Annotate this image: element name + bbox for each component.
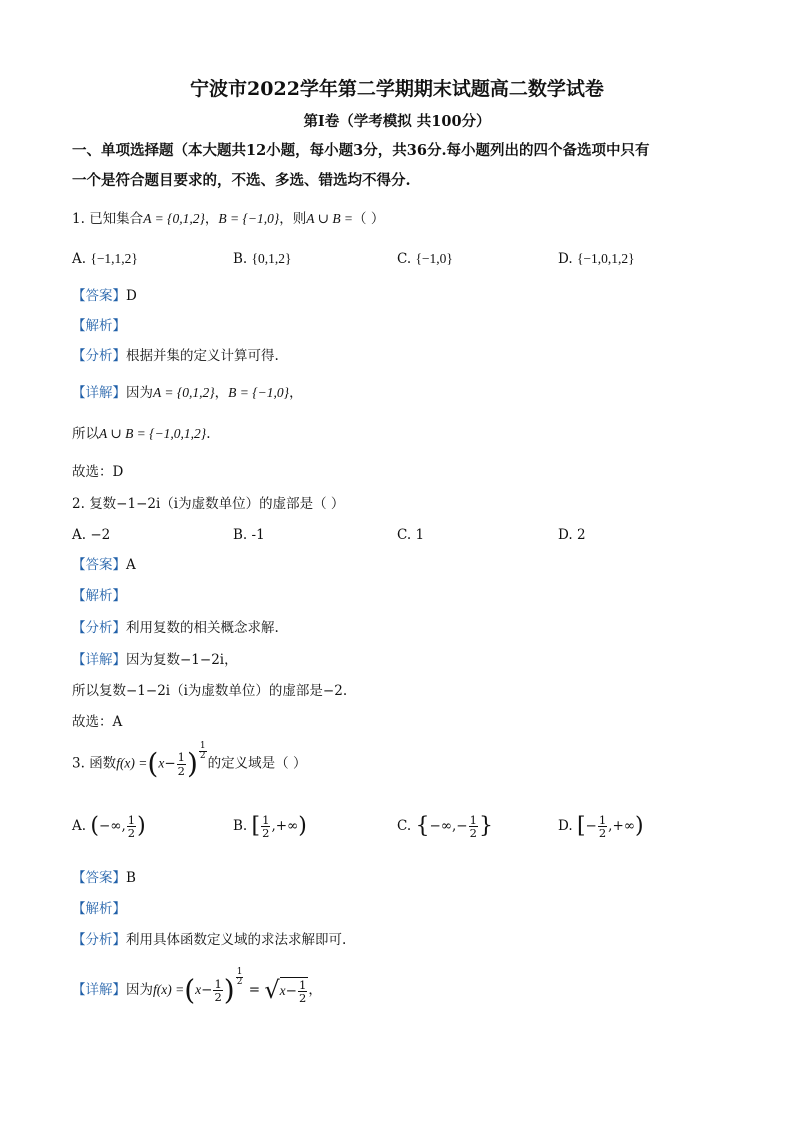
minus-sign: − <box>164 755 176 772</box>
detail-label: 【详解】 <box>72 652 126 668</box>
option-part: − <box>585 818 597 835</box>
option-value: 2 <box>576 527 586 543</box>
option-letter: B. <box>233 251 248 267</box>
q1-option-a <box>72 251 138 267</box>
option-value: {−1,0} <box>415 251 453 266</box>
fraction-half <box>598 814 607 839</box>
q2-number: 2. <box>72 496 85 512</box>
fraction-half <box>127 814 136 839</box>
q1-fenxi <box>72 348 279 364</box>
q3-stem-text2: 的定义域是（ ） <box>207 755 307 772</box>
analysis-label: 【解析】 <box>72 588 126 604</box>
left-paren: ( <box>184 973 196 1007</box>
numerator: 1 <box>469 813 477 827</box>
answer-label: 【答案】 <box>72 288 126 304</box>
fraction-half <box>177 751 186 776</box>
q3-stem <box>72 741 307 780</box>
q3-answer <box>72 870 136 886</box>
fenxi-label: 【分析】 <box>72 932 126 948</box>
left-bracket: [ <box>576 813 586 839</box>
detail-set-b: B = {−1,0} <box>228 385 290 400</box>
q2-fenxi <box>72 620 279 636</box>
fraction-half <box>469 814 478 839</box>
numerator: 1 <box>199 741 206 751</box>
detail-text: 因为 <box>126 385 153 401</box>
option-letter: D. <box>558 527 573 543</box>
numerator: 1 <box>214 976 222 991</box>
option-part: −∞,− <box>429 818 468 835</box>
denominator: 2 <box>214 989 222 1004</box>
option-value: -1 <box>251 527 265 543</box>
q2-answer <box>72 557 136 573</box>
right-bracket: ) <box>635 813 644 839</box>
option-part: ,+∞ <box>271 818 299 835</box>
q1-option-c <box>397 251 453 267</box>
q2-option-c <box>397 527 424 543</box>
left-brace: { <box>415 813 430 839</box>
exponent <box>235 968 245 988</box>
denominator: 2 <box>127 826 136 841</box>
q3-fx: f(x) = <box>153 981 185 997</box>
radical-sign: √ <box>264 976 280 1004</box>
right-brace: } <box>478 813 493 839</box>
q1-stem-text: 已知集合 <box>89 211 144 227</box>
q2-analysis <box>72 588 126 604</box>
q2-detail <box>72 652 238 668</box>
right-bracket: ) <box>137 813 146 839</box>
detail-text: 因为 <box>126 981 153 998</box>
q1-detail <box>72 385 303 401</box>
option-value: {0,1,2} <box>251 251 292 266</box>
q1-number: 1. <box>72 211 85 227</box>
fraction-half <box>261 814 270 839</box>
option-value: {−1,1,2} <box>90 251 138 266</box>
var-x: x <box>195 981 202 997</box>
exponent-fraction <box>236 968 244 988</box>
choose-value: D <box>112 464 124 480</box>
fraction-half <box>298 979 307 1004</box>
q3-option-d <box>558 814 644 839</box>
option-letter: C. <box>397 251 412 267</box>
detail-comma: ， <box>214 385 229 401</box>
result-prefix: 所以 <box>72 426 99 442</box>
q1-result <box>72 426 211 442</box>
numerator: 1 <box>298 977 307 992</box>
q3-number: 3. <box>72 755 85 772</box>
q2-option-b <box>233 527 265 543</box>
q3-detail: 【详解】因为f(x) =(x− $\frac{1}{2}$ ) $\frac{1}{2}$ = √x− $\frac{1}{2}$ ， <box>72 967 322 1007</box>
q3-option-c <box>397 814 493 839</box>
section-heading-line2: 一个是符合题目要求的，不选、多选、错选均不得分. <box>72 172 411 189</box>
numerator: 1 <box>598 813 607 827</box>
answer-label: 【答案】 <box>72 870 126 886</box>
answer-value: D <box>126 288 137 304</box>
detail-set-a: A = {0,1,2} <box>153 385 215 400</box>
q1-stem-text2: ，则 <box>279 211 307 227</box>
result-math: A ∪ B = {−1,0,1,2} <box>99 426 207 441</box>
exponent <box>198 742 208 762</box>
analysis-label: 【解析】 <box>72 318 126 334</box>
q1-option-d <box>558 251 635 267</box>
choose-value: A <box>112 714 123 730</box>
q1-paren: （ ） <box>353 211 385 227</box>
numerator: 1 <box>177 750 185 765</box>
option-letter: D. <box>558 251 573 267</box>
left-bracket: [ <box>251 813 261 839</box>
q1-analysis <box>72 318 126 334</box>
q1-answer <box>72 288 137 304</box>
denominator: 2 <box>262 826 270 841</box>
option-value: 1 <box>415 527 425 543</box>
option-value: −2 <box>90 527 111 543</box>
q3-option-a <box>72 814 146 839</box>
right-paren: ) <box>186 747 198 780</box>
detail-label: 【详解】 <box>72 385 126 401</box>
denominator: 2 <box>469 826 477 841</box>
q2-stem-text: 复数−1−2i（i为虚数单位）的虚部是（ ） <box>89 496 345 512</box>
q3-analysis <box>72 901 126 917</box>
q3-fx: f(x) = <box>116 755 148 771</box>
var-x: x <box>279 982 286 998</box>
q1-set-a: A = {0,1,2} <box>143 211 205 226</box>
right-bracket: ) <box>298 813 307 839</box>
numerator: 1 <box>236 967 243 977</box>
detail-label: 【详解】 <box>72 981 126 998</box>
numerator: 1 <box>127 813 136 827</box>
left-paren: ( <box>147 747 159 780</box>
option-letter: C. <box>397 818 412 835</box>
denominator: 2 <box>199 751 206 762</box>
q2-stem <box>72 496 344 512</box>
fraction-half <box>213 978 222 1003</box>
option-letter: B. <box>233 818 248 835</box>
page-subtitle: 第I卷（学考模拟 共100分） <box>303 113 491 130</box>
denominator: 2 <box>298 990 307 1005</box>
fenxi-text: 根据并集的定义计算可得. <box>126 348 279 364</box>
denominator: 2 <box>236 977 243 988</box>
result-end: . <box>206 426 211 442</box>
q1-comma: ， <box>204 211 219 227</box>
option-letter: C. <box>397 527 412 543</box>
q2-option-a <box>72 527 110 543</box>
detail-end: ， <box>289 385 303 401</box>
q1-set-b: B = {−1,0} <box>218 211 280 226</box>
detail-end: ， <box>308 981 322 998</box>
option-part: ,+∞ <box>608 818 636 835</box>
fenxi-label: 【分析】 <box>72 620 126 636</box>
page-title: 宁波市2022学年第二学期期末试题高二数学试卷 <box>190 78 604 100</box>
fenxi-label: 【分析】 <box>72 348 126 364</box>
option-letter: B. <box>233 527 248 543</box>
q3-option-b <box>233 814 307 839</box>
option-letter: A. <box>72 527 87 543</box>
q3-fenxi <box>72 932 346 948</box>
q1-stem <box>72 211 384 227</box>
radicand <box>280 977 309 1004</box>
choose-label: 故选： <box>72 464 113 480</box>
fenxi-text: 利用具体函数定义域的求法求解即可. <box>126 932 347 948</box>
q3-stem-text: 函数 <box>89 755 117 772</box>
option-letter: A. <box>72 818 87 835</box>
section-heading-line1: 一、单项选择题（本大题共12小题，每小题3分，共36分.每小题列出的四个备选项中只有 <box>72 142 650 159</box>
minus-sign: − <box>201 981 213 998</box>
denominator: 2 <box>177 763 185 778</box>
q2-choose <box>72 714 122 730</box>
answer-value: A <box>126 557 136 573</box>
denominator: 2 <box>598 826 607 841</box>
analysis-label: 【解析】 <box>72 901 126 917</box>
option-part: −∞, <box>98 818 126 835</box>
left-bracket: ( <box>90 813 99 839</box>
detail-text: 因为复数−1−2i， <box>126 652 238 668</box>
minus-sign: − <box>285 982 297 999</box>
option-letter: A. <box>72 251 87 267</box>
answer-value: B <box>126 870 136 886</box>
option-value: {−1,0,1,2} <box>576 251 635 266</box>
q2-option-d <box>558 527 586 543</box>
fenxi-text: 利用复数的相关概念求解. <box>126 620 279 636</box>
var-x: x <box>158 755 165 771</box>
option-letter: D. <box>558 818 573 835</box>
choose-label: 故选： <box>72 714 113 730</box>
square-root <box>264 976 308 1005</box>
q2-result: 所以复数−1−2i（i为虚数单位）的虚部是−2. <box>72 683 348 699</box>
q1-union: A ∪ B = <box>306 211 354 226</box>
exponent-fraction <box>199 742 207 762</box>
answer-label: 【答案】 <box>72 557 126 573</box>
q1-option-b <box>233 251 291 267</box>
numerator: 1 <box>262 813 270 827</box>
q1-choose <box>72 464 123 480</box>
right-paren: ) <box>223 973 235 1007</box>
